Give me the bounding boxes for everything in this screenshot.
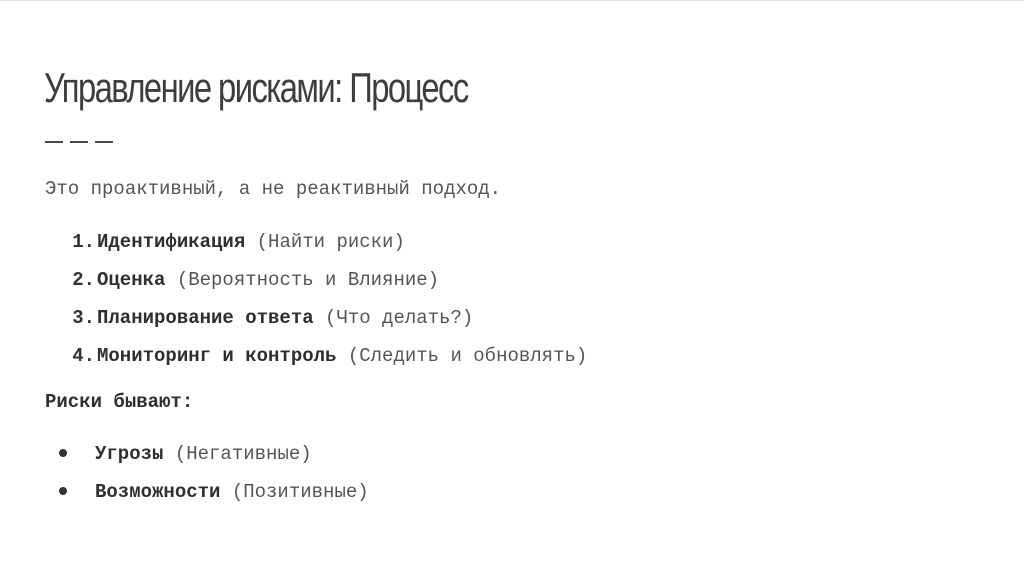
step-note: (Следить и обновлять) [336, 345, 588, 367]
risk-types-list [45, 439, 369, 515]
step-number: 2. [72, 269, 95, 291]
list-item [45, 303, 587, 341]
bullet-icon [45, 439, 95, 477]
title-divider [45, 141, 113, 143]
risk-note: (Негативные) [163, 443, 312, 465]
slide-title: Управление рисками: Процесс [44, 64, 468, 111]
step-term: Планирование ответа [97, 307, 314, 329]
step-term: Оценка [97, 269, 166, 291]
risks-heading: Риски бывают: [45, 391, 194, 413]
risk-note: (Позитивные) [220, 481, 369, 503]
step-term: Идентификация [97, 231, 246, 253]
list-item [45, 227, 587, 265]
list-item [45, 477, 369, 515]
step-term: Мониторинг и контроль [97, 345, 337, 367]
step-note: (Найти риски) [245, 231, 405, 253]
process-steps-list [45, 227, 587, 379]
list-item [45, 265, 587, 303]
risk-term: Угрозы [95, 443, 164, 465]
step-number: 3. [72, 307, 95, 329]
list-item [45, 341, 587, 379]
risk-term: Возможности [95, 481, 221, 503]
step-number: 1. [72, 231, 95, 253]
bullet-icon [45, 477, 95, 515]
list-item [45, 439, 369, 477]
step-note: (Что делать?) [313, 307, 474, 329]
step-number: 4. [72, 345, 95, 367]
step-note: (Вероятность и Влияние) [165, 269, 440, 291]
intro-text: Это проактивный, а не реактивный подход. [45, 178, 502, 200]
